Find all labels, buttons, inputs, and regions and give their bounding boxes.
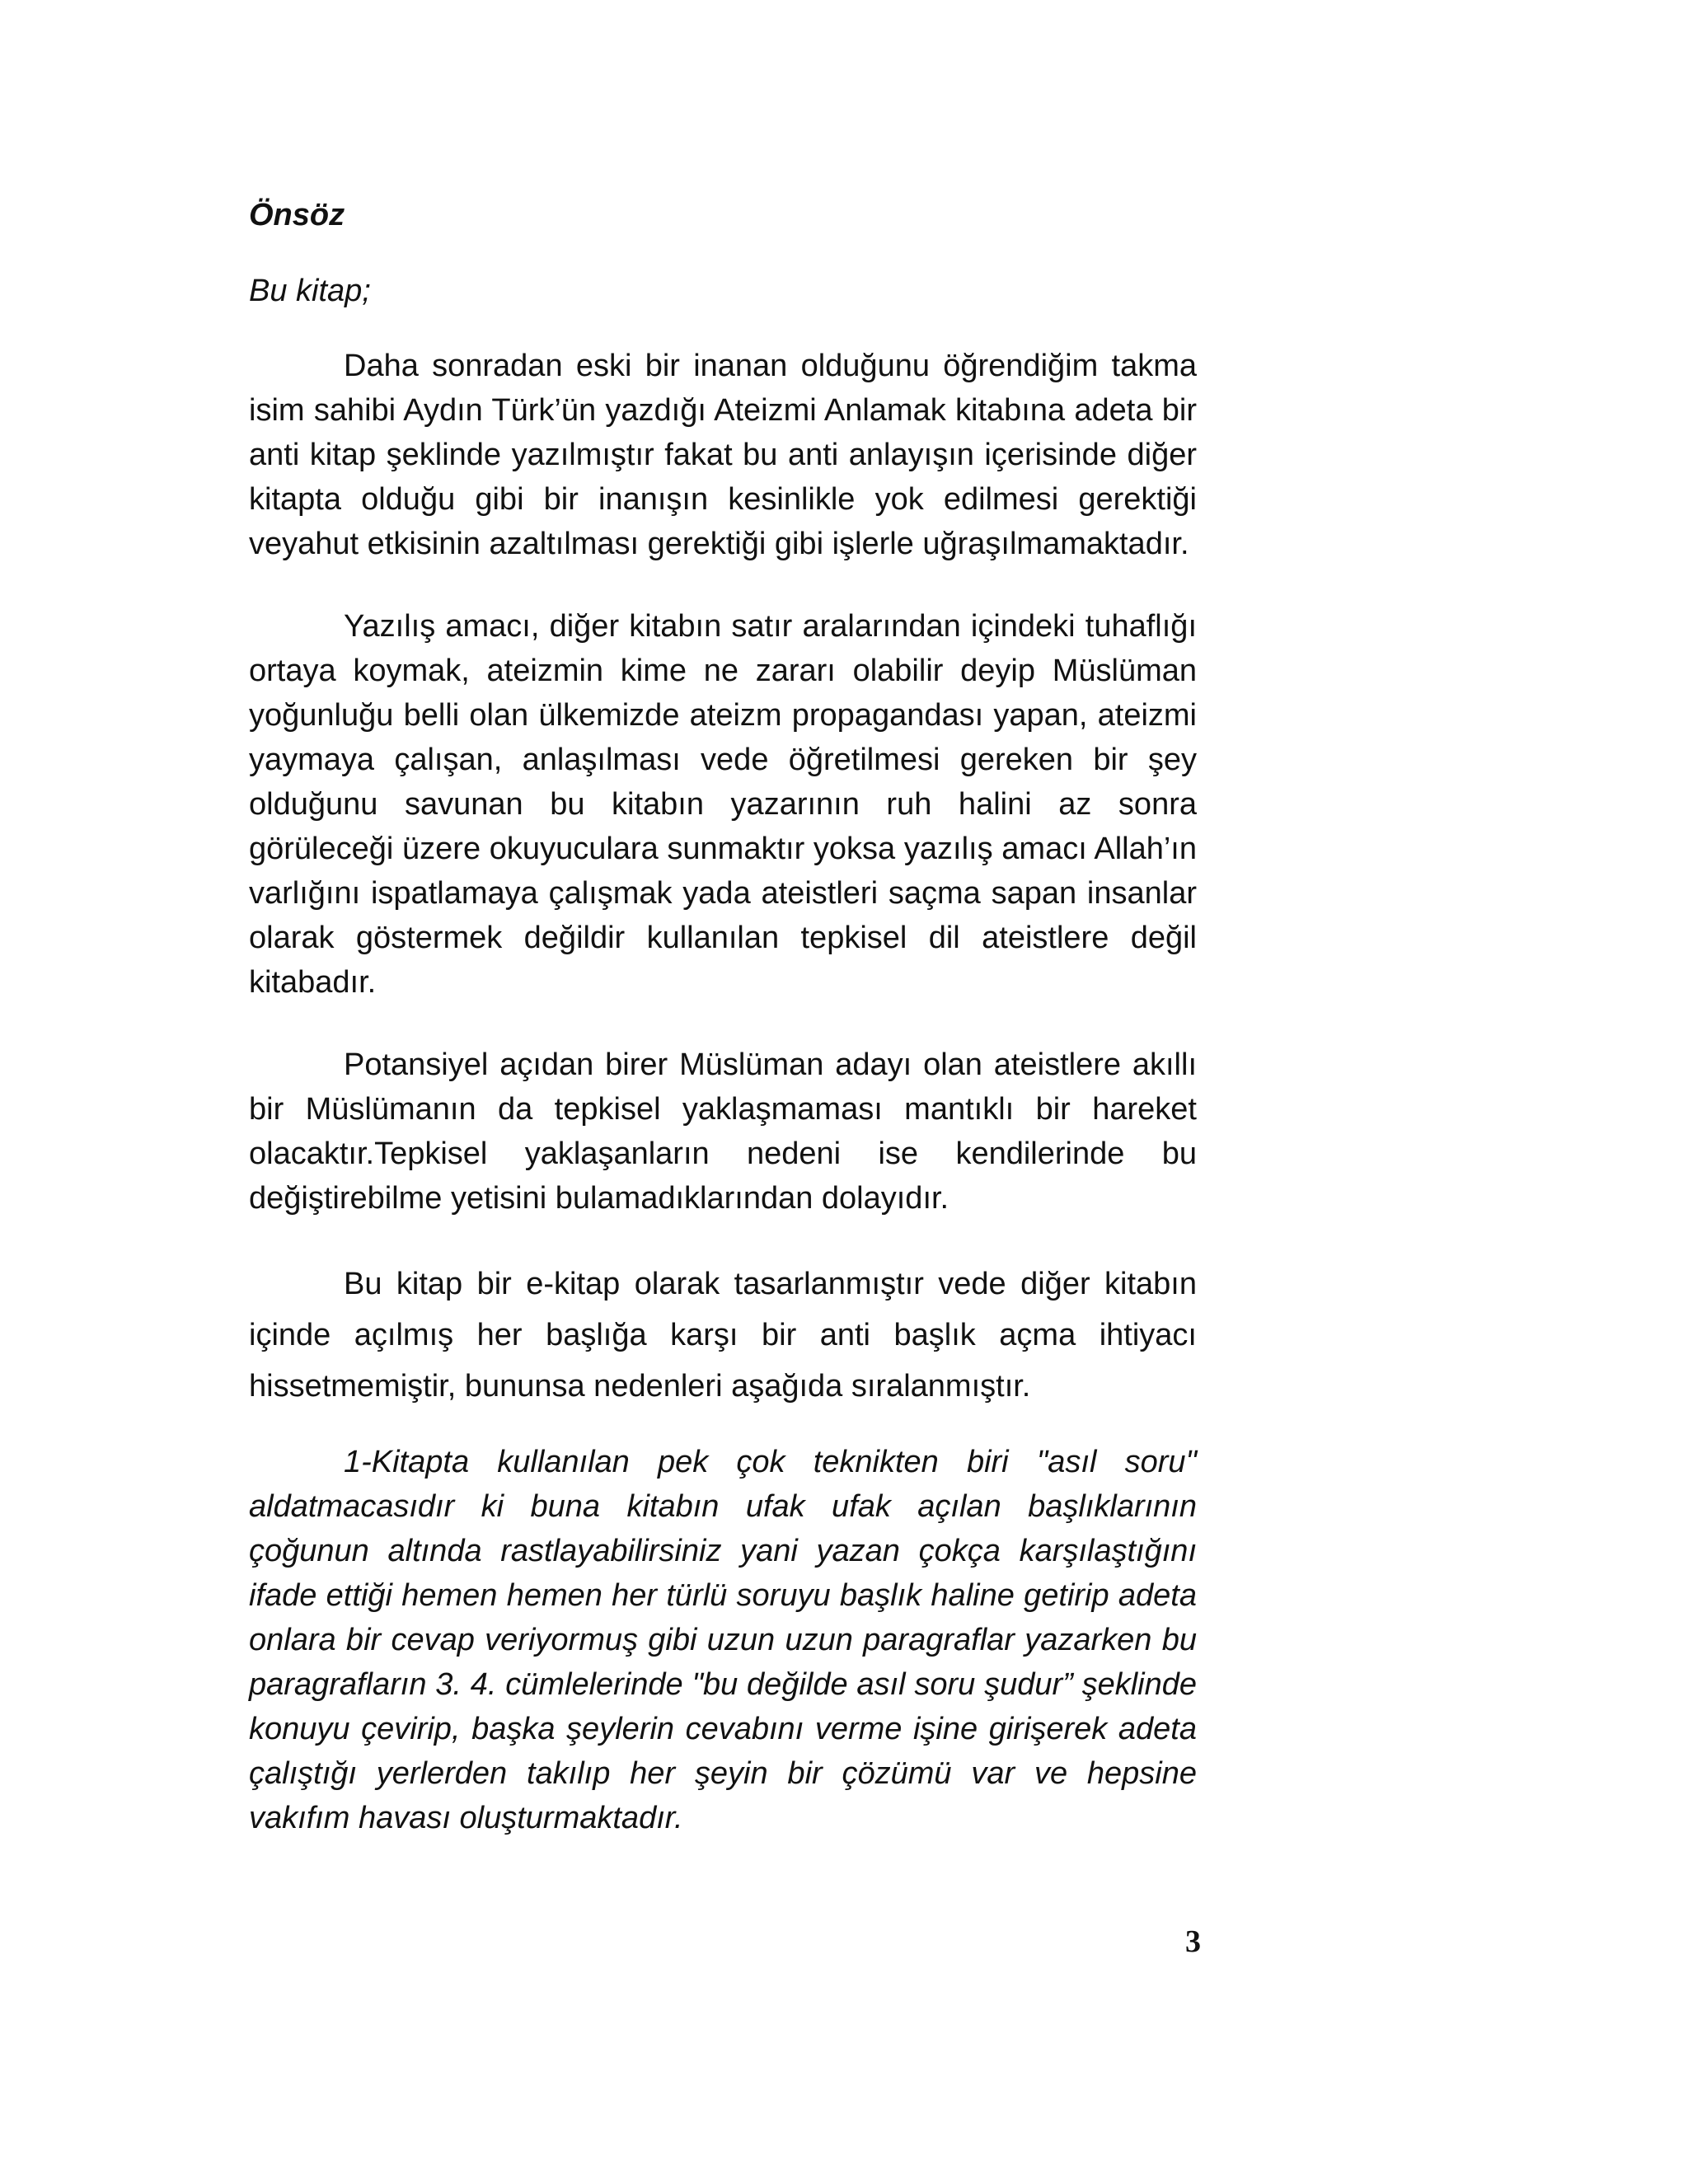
paragraph-3: Potansiyel açıdan birer Müslüman adayı olan ateistlere akıllı bir Müslümanın da tepkisel yaklaşmaması mantıklı bir hareket olacaktır.Tepkisel yaklaşanların nedeni ise kendilerinde bu değiştirebilme yetisini bulamadıklarından dolayıdır. <box>249 1047 1197 1216</box>
paragraph-5-italic: 1-Kitapta kullanılan pek çok teknikten biri "asıl soru" aldatmacasıdır ki buna kitabın ufak ufak açılan başlıklarının çoğunun altında rastlayabilirsiniz yani yazan çokça karşılaştığını ifade ettiği hemen hemen her türlü soruyu başlık haline getirip adeta onlara bir cevap veriyormuş gibi uzun uzun paragraflar yazarken bu paragrafların 3. 4. cümlelerinde "bu değilde asıl soru şudur” şeklinde konuyu çevirip, başka şeylerin cevabını verme işine girişerek adeta çalıştığı yerlerden takılıp her şeyin bir çözümü var ve hepsine vakıfım havası oluşturmaktadır. <box>249 1445 1197 1835</box>
section-subheading: Bu kitap; <box>249 274 371 308</box>
page-number: 3 <box>1185 1924 1201 1959</box>
page-body <box>249 194 1197 1840</box>
paragraph-1: Daha sonradan eski bir inanan olduğunu öğrendiğim takma isim sahibi Aydın Türk’ün yazdığı Ateizmi Anlamak kitabına adeta bir anti kitap şeklinde yazılmıştır fakat bu anti anlayışın içerisinde diğer kitapta olduğu gibi bir inanışın kesinlikle yok edilmesi gerektiği veyahut etkisinin azaltılması gerektiği gibi işlerle uğraşılmamaktadır. <box>249 349 1197 561</box>
paragraph-2: Yazılış amacı, diğer kitabın satır aralarından içindeki tuhaflığı ortaya koymak, ateizmin kime ne zararı olabilir deyip Müslüman yoğunluğu belli olan ülkemizde ateizm propagandası yapan, ateizmi yaymaya çalışan, anlaşılması vede öğretilmesi gereken bir şey olduğunu savunan bu kitabın yazarının ruh halini az sonra görüleceği üzere okuyuculara sunmaktır yoksa yazılış amacı Allah’ın varlığını ispatlamaya çalışmak yada ateistleri saçma sapan insanlar olarak göstermek değildir kullanılan tepkisel dil ateistlere değil kitabadır. <box>249 609 1197 1000</box>
section-heading: Önsöz <box>249 198 345 232</box>
paragraph-4: Bu kitap bir e-kitap olarak tasarlanmıştır vede diğer kitabın içinde açılmış her başlığa karşı bir anti başlık açma ihtiyacı hissetmemiştir, bununsa nedenleri aşağıda sıralanmıştır. <box>249 1267 1197 1404</box>
